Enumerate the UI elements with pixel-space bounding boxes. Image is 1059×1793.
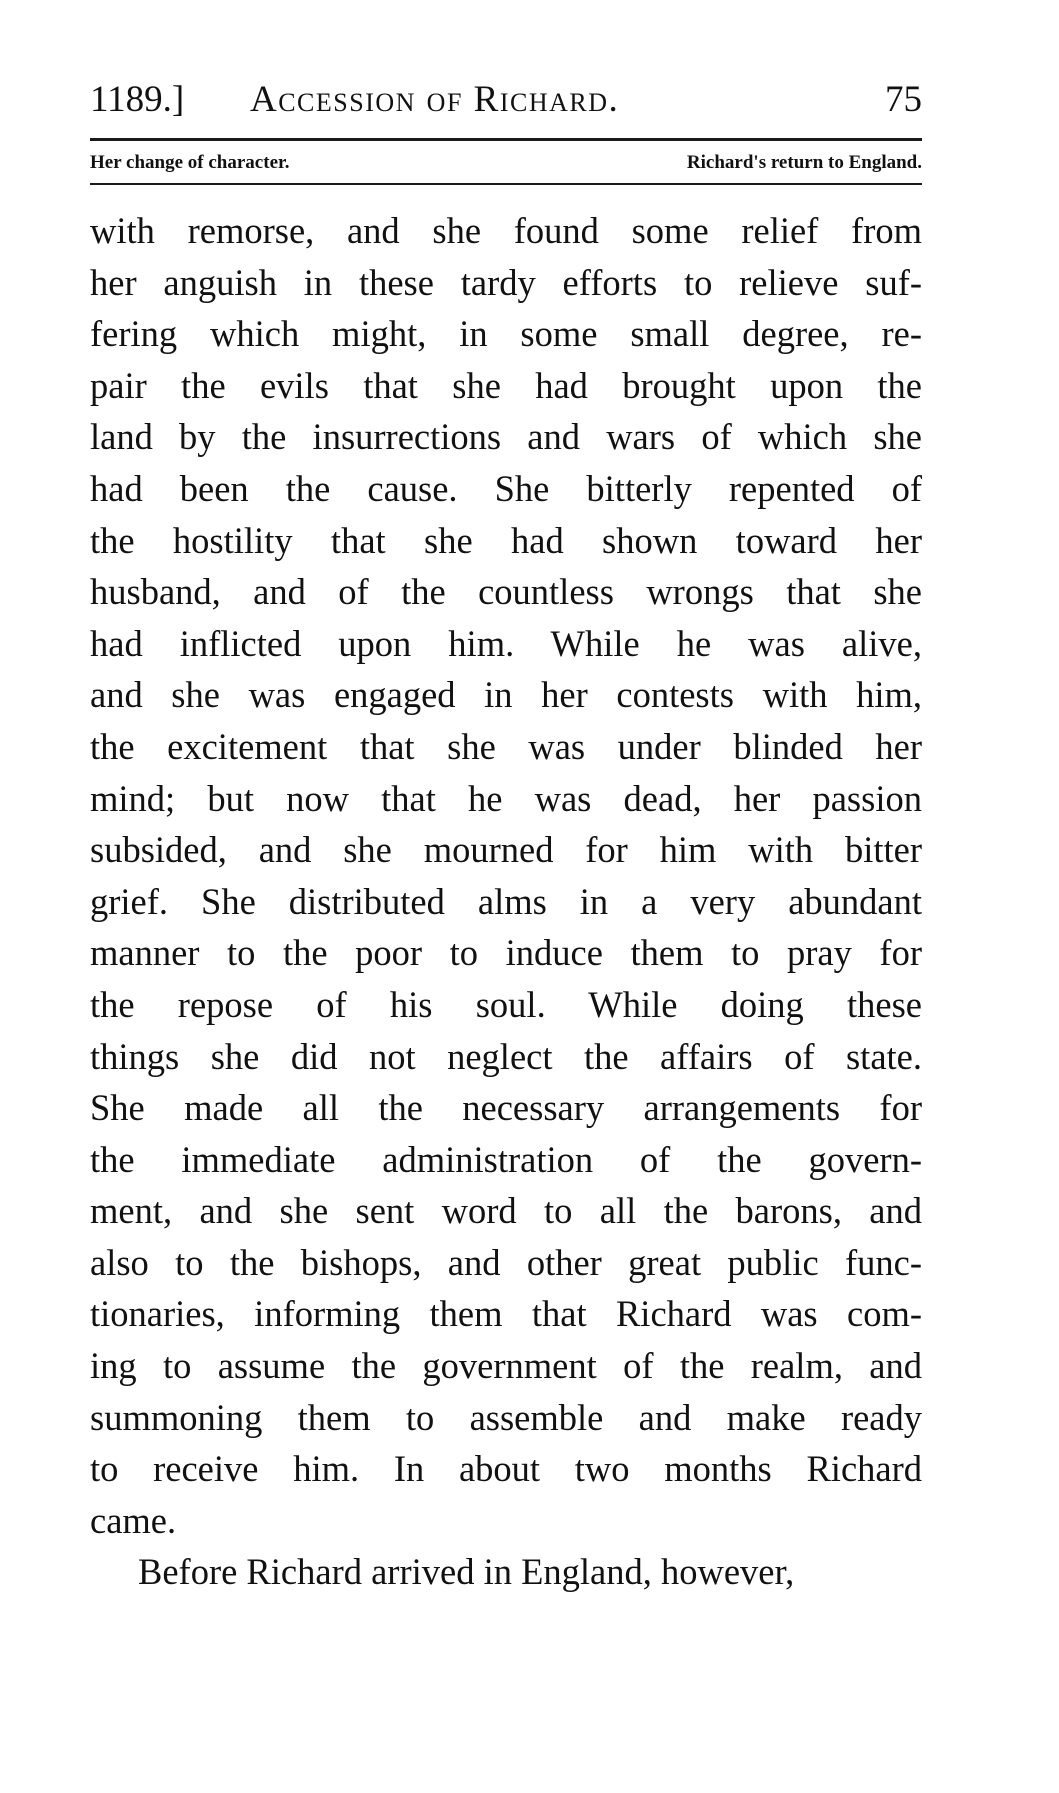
text-line: had been the cause. She bitterly repented of [90, 467, 922, 509]
header-rule-top [90, 138, 922, 141]
margin-speck [1022, 1433, 1028, 1463]
text-line: manner to the poor to induce them to pray for [90, 932, 922, 974]
text-line: to receive him. In about two months Richard [90, 1448, 922, 1490]
text-line: mind; but now that he was dead, her passion [90, 777, 922, 819]
running-head-year: 1189.] [90, 79, 185, 120]
text-line: grief. She distributed alms in a very abundant [90, 880, 922, 922]
side-heading-left: Her change of character. [90, 152, 290, 173]
text-line-paragraph-start: Before Richard arrived in England, however, [138, 1551, 795, 1593]
text-line: pair the evils that she had brought upon the [90, 364, 922, 406]
running-head-title: Accession of Richard. [250, 79, 620, 120]
text-line: the excitement that she was under blinded her [90, 725, 922, 767]
text-line: ing to assume the government of the realm, and [90, 1345, 922, 1387]
text-line: summoning them to assemble and make ready [90, 1396, 922, 1438]
text-line: She made all the necessary arrangements for [90, 1087, 922, 1129]
side-headings [90, 148, 922, 178]
text-line: tionaries, informing them that Richard was com- [90, 1293, 922, 1335]
text-line: husband, and of the countless wrongs that she [90, 571, 922, 613]
text-line: the repose of his soul. While doing these [90, 983, 922, 1025]
text-line-paragraph-end: came. [90, 1499, 177, 1541]
text-line: things she did not neglect the affairs of state. [90, 1035, 922, 1077]
header-rule-bottom [90, 183, 922, 185]
text-line: had inflicted upon him. While he was alive, [90, 622, 922, 664]
text-line: ment, and she sent word to all the barons, and [90, 1190, 922, 1232]
running-head [90, 74, 922, 126]
text-line: with remorse, and she found some relief from [90, 210, 922, 251]
text-line: her anguish in these tardy efforts to relieve suf- [90, 261, 922, 303]
text-line: and she was engaged in her contests with him, [90, 674, 922, 716]
text-line: subsided, and she mourned for him with bitter [90, 829, 922, 871]
text-line: land by the insurrections and wars of which she [90, 416, 922, 458]
body-text [90, 205, 922, 1598]
text-line: also to the bishops, and other great public func- [90, 1241, 922, 1283]
text-line: the immediate administration of the govern- [90, 1138, 922, 1180]
side-heading-right: Richard's return to England. [686, 152, 922, 173]
page-number: 75 [885, 79, 922, 120]
text-line: fering which might, in some small degree, re- [90, 313, 922, 355]
text-line: the hostility that she had shown toward her [90, 519, 922, 561]
